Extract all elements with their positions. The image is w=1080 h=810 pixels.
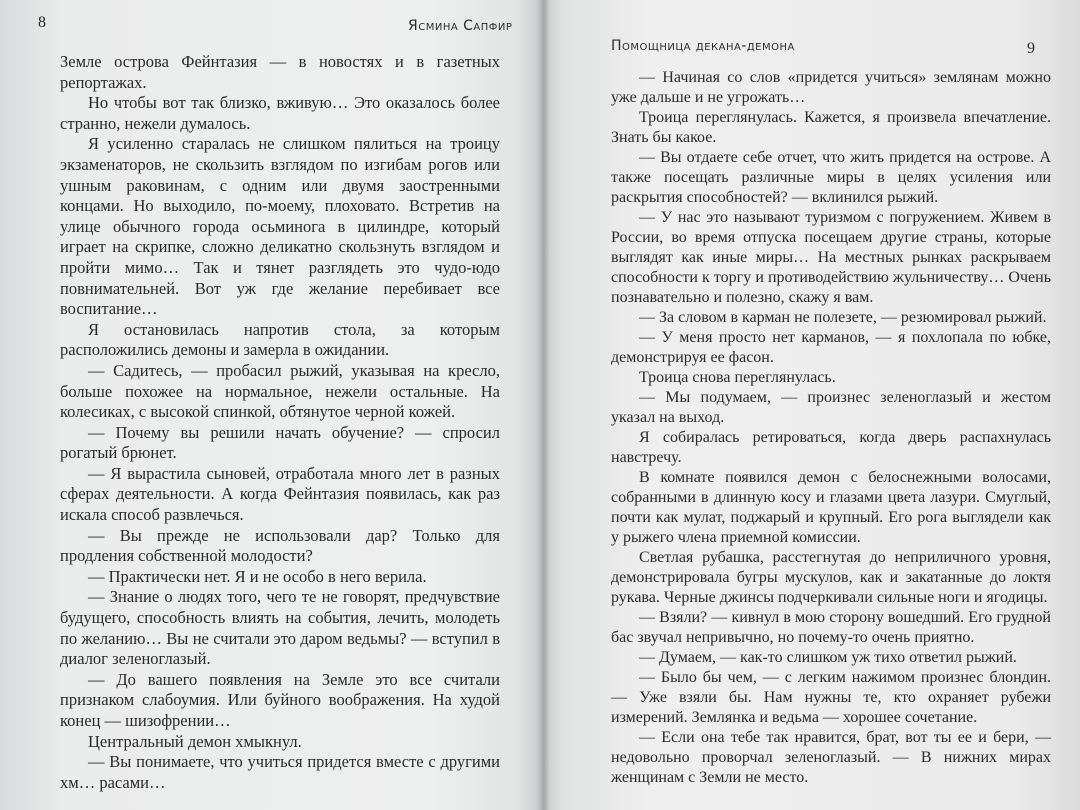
paragraph: — За словом в карман не полезете, — резюмировал рыжий. — [639, 309, 1047, 326]
paragraph: — Вы понимаете, что учиться придется вместе с другими хм… расами… — [60, 752, 500, 792]
paragraph: — До вашего появления на Земле это все считали признаком слабоумия. Или буйного воображения. На худой конец — шизофрении… — [60, 669, 500, 730]
running-head-author: Ясмина Сапфир — [408, 18, 513, 34]
paragraph: — Вы прежде не использовали дар? Только для продления собственной молодости? — [60, 525, 500, 566]
paragraph: — Мы подумаем, — произнес зеленоглазый и жестом указал на выход. — [611, 389, 1051, 426]
paragraph: Я остановилась напротив стола, за которым расположились демоны и замерла в ожидании. — [60, 319, 500, 360]
paragraph: В комнате появился демон с белоснежными волосами, собранными в длинную косу и глазами цвета лазури. Смуглый, почти как мулат, поджарый и крупный. Его рога выглядели как у рыжего члена приемной комиссии. — [611, 469, 1051, 546]
paragraph: Центральный демон хмыкнул. — [88, 731, 302, 751]
paragraph: Троица переглянулась. Кажется, я произвела впечатление. Знать бы какое. — [611, 109, 1051, 146]
paragraph: — У меня просто нет карманов, — я похлопала по юбке, демонстрируя ее фасон. — [611, 329, 1051, 366]
paragraph: Я собиралась ретироваться, когда дверь распахнулась навстречу. — [611, 429, 1051, 466]
paragraph: — Знание о людях того, чего те не говорят, предчувствие будущего, способность влиять на события, лечить, молодеть по желанию… Вы не считали это даром ведьмы? — вступил в диалог зеленоглазый. — [60, 587, 500, 669]
paragraph: — Начиная со слов «придется учиться» землянам можно уже дальше и не угрожать… — [611, 69, 1051, 106]
paragraph: Троица снова переглянулась. — [639, 369, 836, 386]
paragraph: Земле острова Фейнтазия — в новостях и в газетных репортажах. — [60, 52, 500, 92]
page-number-left: 8 — [38, 14, 46, 31]
left-page-text — [60, 52, 500, 793]
right-page — [545, 0, 1080, 810]
paragraph: Светлая рубашка, расстегнутая до неприличного уровня, демонстрировала бугры мускулов, как и закатанные до локтя рукава. Черные джинсы подчеркивали сильные ноги и ягодицы. — [611, 549, 1051, 606]
paragraph: — Почему вы решили начать обучение? — спросил рогатый брюнет. — [60, 422, 500, 463]
paragraph: — У нас это называют туризмом с погружением. Живем в России, во время отпуска посещаем другие страны, которые выглядят как иные миры… На местных рынках раскрываем способности к торгу и противодействию жульничеству… Очень познавательно и полезно, скажу я вам. — [611, 209, 1051, 306]
paragraph: — Я вырастила сыновей, отработала много лет в разных сферах деятельности. А когда Фейнтазия появилась, как раз искала способ развлечься. — [60, 463, 500, 525]
paragraph: Я усиленно старалась не слишком пялиться на троицу экзаменаторов, не скользить взглядом по изгибам рогов или ушным раковинам, с одним или двумя заостренными концами. Но выходило, по-моему, плоховато. Встретив на улице обычного города осьминога в цилиндре, который играет на скрипке, сложно деликатно скользнуть взглядом и пройти мимо… Так и тянет разглядеть это чудо-юдо повнимательней. Вот уж где желание перебивает все воспитание… — [60, 134, 500, 319]
running-head-title: Помощница декана-демона — [611, 38, 795, 54]
paragraph: — Взяли? — кивнул в мою сторону вошедший. Его грудной бас звучал непривычно, но почему-то очень приятно. — [611, 609, 1051, 646]
paragraph: — Если она тебе так нравится, брат, вот ты ее и бери, — недовольно проворчал зеленоглазый. — В нижних мирах женщинам с Земли не место. — [611, 729, 1051, 786]
paragraph: — Практически нет. Я и не особо в него верила. — [88, 566, 427, 586]
paragraph: — Садитесь, — пробасил рыжий, указывая на кресло, больше похожее на нормальное, нежели остальные. На колесиках, с высокой спинкой, обтянутое черной кожей. — [60, 360, 500, 422]
paragraph: — Было бы чем, — с легким нажимом произнес блондин. — Уже взяли бы. Нам нужны те, кто охраняет рубежи измерений. Землянка и ведьма — хорошее сочетание. — [611, 669, 1051, 726]
page-number-right: 9 — [1027, 40, 1035, 57]
paragraph: — Думаем, — как-то слишком уж тихо ответил рыжий. — [639, 649, 1017, 666]
right-page-text — [611, 68, 1051, 788]
paragraph: Но чтобы вот так близко, вживую… Это оказалось более странно, нежели думалось. — [60, 93, 500, 133]
paragraph: — Вы отдаете себе отчет, что жить придется на острове. А также посещать различные миры в целях усиления или раскрытия способностей? — вклинился рыжий. — [611, 149, 1051, 206]
